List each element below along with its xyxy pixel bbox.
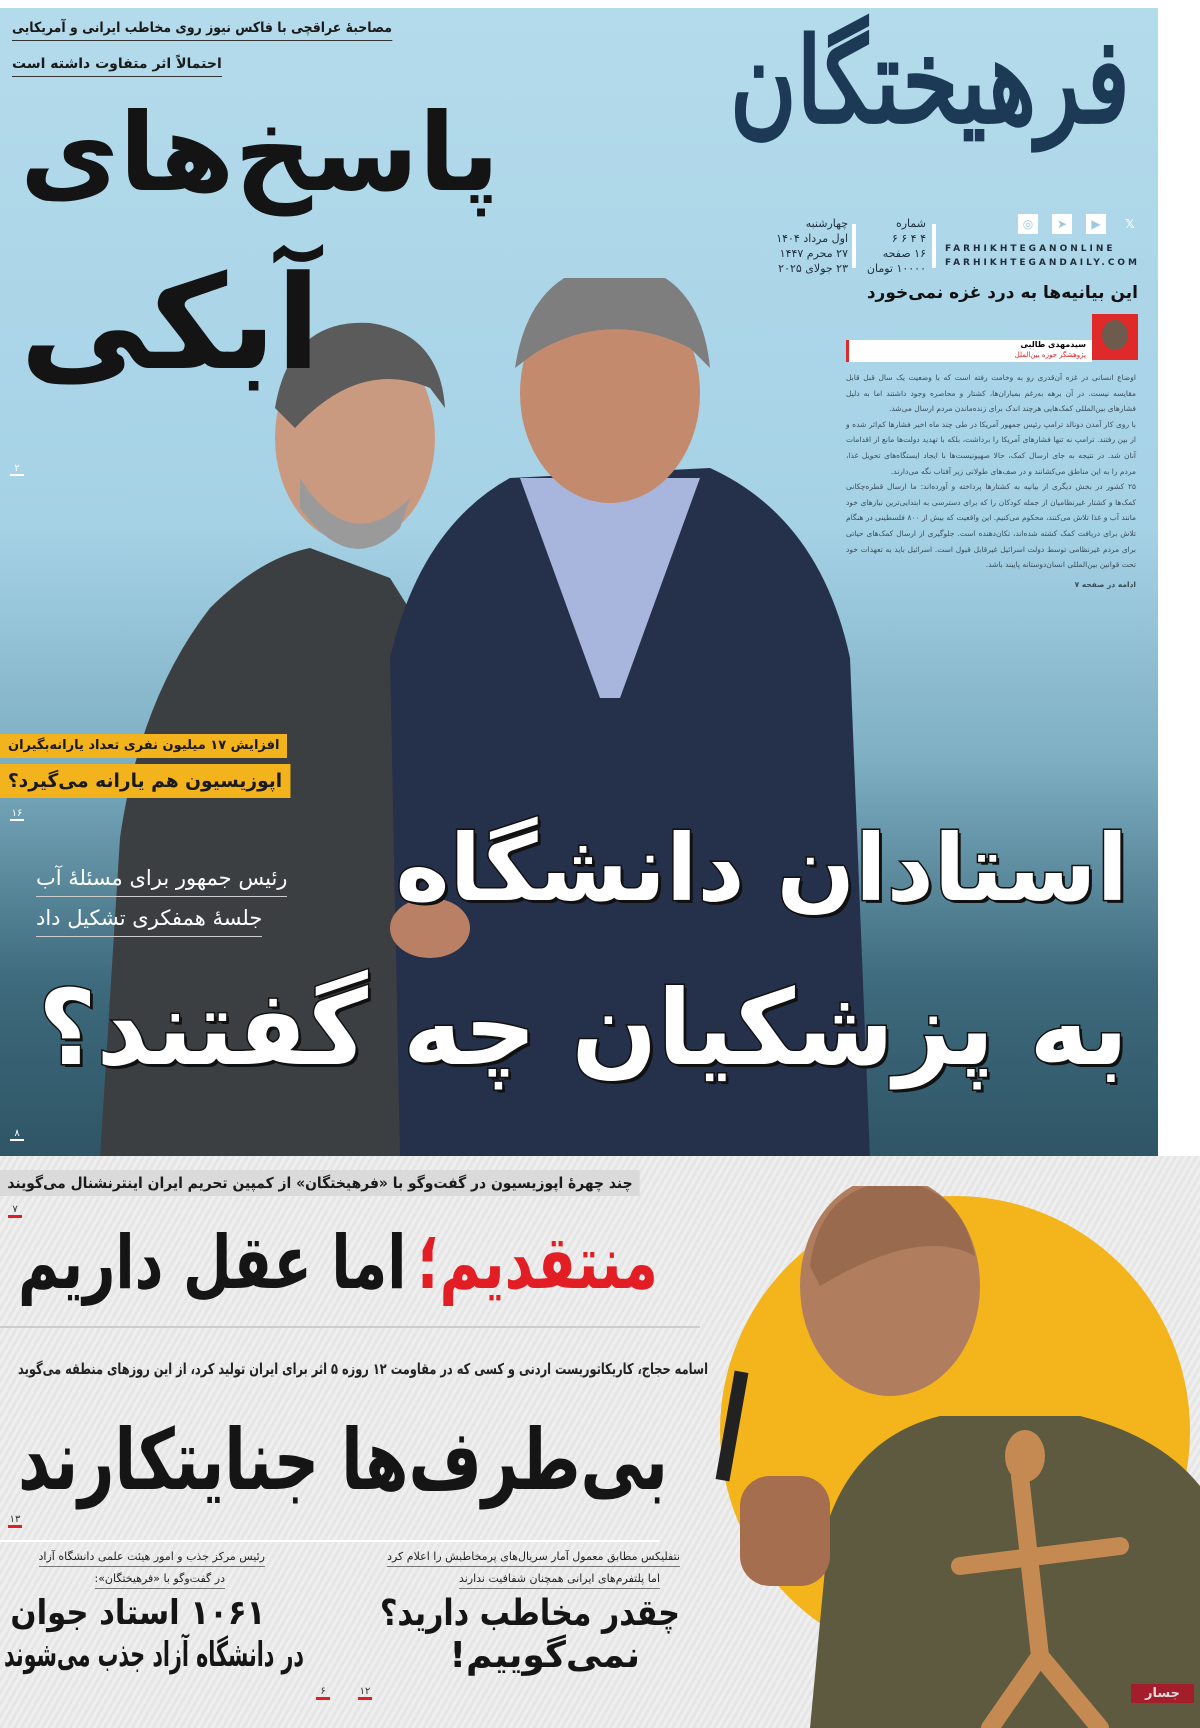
column-paragraph: با روی کار آمدن دونالد ترامپ رئیس جمهور آمریکا در طی چند ماه اخیر فشارها کم‌اثر شده و از بین رفتند. ترامپ نه تنها فشارهای آمریکا را برداشت، بلکه با تهدید دولت‌ها مانع از اقدامات آنان شد. در نتیجه به جای ارسال کمک، حالا صهیونیست‌ها با ایجاد ایستگاه‌های تحویل غذا، مردم را به این مناطق می‌کشانند و در صف‌های طولانی زیر آفتاب نگه می‌دارند. [846,419,1136,476]
social-icons [1018,214,1140,234]
page-ref: ۶ [316,1686,330,1700]
netflix-headline[interactable]: چقدر مخاطب دارید؟ [379,1593,680,1634]
bottom-section [0,1156,1200,1728]
water-headline[interactable]: جلسهٔ همفکری تشکیل داد [36,906,262,937]
main-headline[interactable]: به پزشکیان چه گفتند؟ [37,967,1128,1089]
netflix-kicker: اما پلتفرم‌های ایرانی همچنان شفافیت ندارند [459,1572,660,1589]
issue-label: شماره [895,217,926,230]
author-box [846,340,1092,362]
newspaper-logo: فرهیختگان [729,11,1130,150]
date-gregorian: ۲۳ جولای ۲۰۲۵ [778,262,848,275]
page-ref: ۱۳ [8,1514,22,1528]
azad-headline[interactable]: ۱۰۶۱ استاد جوان [9,1593,265,1633]
website[interactable]: FARHIKHTEGANDAILY.COM [945,258,1141,268]
opposition-kicker: چند چهرهٔ اپوزیسیون در گفت‌وگو با «فرهیختگان» از کمپین تحریم ایران اینترنشنال می‌گویند [0,1170,640,1196]
instagram-icon[interactable]: ◎ [1018,214,1038,234]
subsidy-headline[interactable]: اپوزیسیون هم یارانه می‌گیرد؟ [0,764,290,798]
cartoonist-headline[interactable]: بی‌طرف‌ها جنایتکارند [18,1411,669,1509]
price: ۱۰۰۰۰ تومان [866,262,926,275]
lead-kicker: احتمالاً اثر متفاوت داشته است [12,56,222,77]
page-ref: ۷ [8,1204,22,1218]
page-ref: ۸ [10,1128,24,1141]
weekday: چهارشنبه [805,217,848,230]
page-ref: ۲ [10,463,24,476]
azad-headline[interactable]: در دانشگاه آزاد جذب می‌شوند [4,1635,304,1675]
youtube-icon[interactable]: ▶ [1086,214,1106,234]
social-handle[interactable]: FARHIKHTEGANONLINE [945,244,1116,254]
lead-headline[interactable]: آبکی [20,247,321,399]
author-photo [1092,314,1138,360]
main-headline[interactable]: استادان دانشگاه [395,815,1128,922]
column-body [846,370,1136,592]
x-icon[interactable]: 𝕏 [1125,217,1135,231]
column-headline[interactable]: این بیانیه‌ها به درد غزه نمی‌خورد [866,283,1138,303]
column-paragraph: اوضاع انسانی در غزه آن‌قدری رو به وخامت رفته است که با وضعیت یک سال قبل قابل مقایسه نیست. در آن برهه به‌رغم بمباران‌ها، کشتار و محاصره وجود داشتند اما به دلیل فشارهای بین‌المللی کمک‌هایی هرچند اندک برای زنده‌ماندن مردم ارسال می‌شد. [846,373,1136,414]
headline-black-part: اما عقل داریم [18,1220,407,1306]
cartoonist-kicker: اسامه حجاج، کاریکاتوریست اردنی و کسی که در مقاومت ۱۲ روزه ۵ اثر برای ایران تولید کرد، از این روزهای منطقه می‌گوید [18,1360,709,1378]
date-lunar: ۲۷ محرم ۱۴۴۷ [779,247,848,260]
netflix-kicker: نتفلیکس مطابق معمول آمار سریال‌های پرمخاطبش را اعلام کرد [387,1550,680,1567]
photo-credit: جسار [1131,1684,1194,1703]
subsidy-kicker: افزایش ۱۷ میلیون نفری تعداد یارانه‌بگیران [0,734,287,758]
opposition-headline[interactable] [18,1220,659,1306]
divider [932,224,936,268]
divider [0,1540,660,1542]
divider [0,1326,700,1328]
author-name: سیدمهدی طالبی [1020,340,1086,349]
issue-block [867,216,926,276]
headline-red-part: منتقدیم؛ [417,1220,659,1306]
lead-headline[interactable]: پاسخ‌های [20,91,500,216]
azad-kicker: در گفت‌وگو با «فرهیختگان»: [95,1572,226,1589]
column-paragraph: ۲۵ کشور در بخش دیگری از بیانیه به کشتارها پرداخته و آورده‌اند: ما ارسال قطره‌چکانی کمک‌ها و کشتار غیرنظامیان از جمله کودکان را که برای دسترسی به ابتدایی‌ترین نیازهای خود مانند آب و غذا تلاش می‌کنند، محکوم می‌کنیم. این واقعیت که بیش از ۸۰۰ فلسطینی در هنگام تلاش برای دریافت کمک کشته شده‌اند، تکان‌دهنده است. جلوگیری از ارسال کمک‌های حیاتی برای مردم غیرنظامی توسط دولت اسرائیل غیرقابل قبول است. اسرائیل باید به تعهدات خود تحت قوانین بین‌المللی انسان‌دوستانه پایبند باشد. [846,482,1137,570]
telegram-icon[interactable]: ➤ [1052,214,1072,234]
page-ref: ۱۶ [11,808,23,819]
date-solar: اول مرداد ۱۴۰۴ [776,232,848,245]
netflix-headline[interactable]: نمی‌گوییم! [449,1635,640,1676]
date-block [776,216,848,276]
lead-kicker: مصاحبهٔ عراقچی با فاکس نیوز روی مخاطب ایرانی و آمریکایی [12,20,392,41]
author-title: پژوهشگر حوزه بین‌الملل [1014,351,1086,359]
water-headline[interactable]: رئیس جمهور برای مسئلهٔ آب [36,866,287,897]
front-page-lead-area [0,8,1158,1156]
cartoonist-photo [660,1186,1200,1728]
continued-link[interactable]: ادامه در صفحه ۷ [1074,579,1136,589]
page-ref: ۱۲ [358,1686,372,1700]
azad-kicker: رئیس مرکز جذب و امور هیئت علمی دانشگاه آزاد [39,1550,265,1567]
issue-number: ۴ ۴ ۶ ۶ [891,232,926,245]
page-count: ۱۶ صفحه [882,247,926,260]
divider [852,224,856,268]
